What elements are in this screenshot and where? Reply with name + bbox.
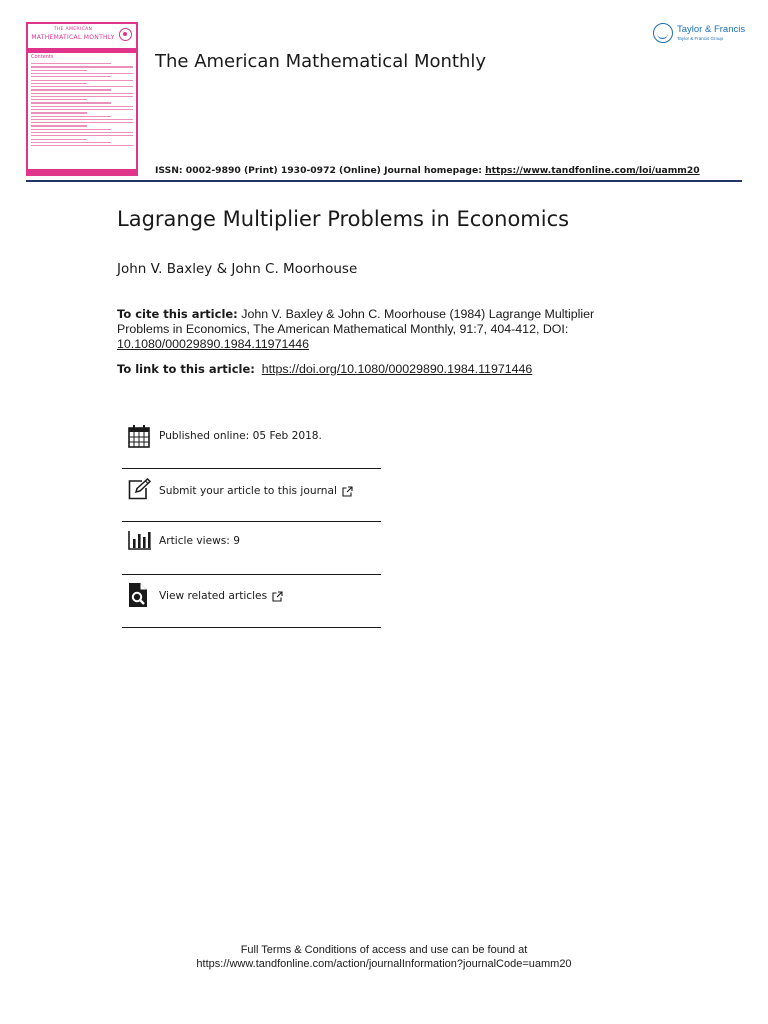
terms-link[interactable]: https://www.tandfonline.com/action/journalInformation?journalCode=uamm20 [196, 958, 572, 970]
external-link-icon [272, 591, 283, 602]
submit-article-text: Submit your article to this journal [159, 485, 337, 497]
terms-footer [0, 943, 768, 971]
article-link-row [117, 362, 532, 376]
cover-bottom-band [28, 169, 136, 174]
info-divider-4 [122, 627, 381, 628]
submit-article-label[interactable] [159, 485, 353, 497]
document-search-icon [128, 582, 148, 608]
related-articles-item[interactable] [122, 582, 381, 608]
cover-contents-heading: Contents [31, 54, 54, 60]
submit-article-item[interactable] [122, 478, 381, 504]
cover-emblem-icon [119, 28, 132, 41]
published-online-label: Published online: 05 Feb 2018. [159, 430, 322, 442]
cite-doi-link[interactable]: 10.1080/00029890.1984.11971446 [117, 337, 310, 351]
related-articles-label[interactable] [159, 590, 283, 602]
article-views-item [122, 530, 381, 552]
link-label: To link to this article: [117, 362, 255, 376]
article-title: Lagrange Multiplier Problems in Economics [117, 207, 570, 231]
article-authors: John V. Baxley & John C. Moorhouse [117, 261, 358, 277]
journal-homepage-link[interactable]: https://www.tandfonline.com/loi/uamm20 [485, 165, 700, 176]
terms-line-1: Full Terms & Conditions of access and use can be found at [240, 944, 528, 956]
cite-text: John V. Baxley & John C. Moorhouse (1984) Lagrange Multiplier Problems in Economics, The American Mathematical Monthly, 91:7, 404-412, DOI: [117, 307, 595, 336]
cover-line-2: MATHEMATICAL MONTHLY [31, 34, 115, 41]
journal-cover-thumbnail [26, 22, 138, 176]
edit-icon [128, 478, 152, 500]
related-articles-text: View related articles [159, 590, 268, 602]
publisher-logo [653, 21, 746, 47]
cite-label: To cite this article: [117, 307, 238, 321]
taylor-francis-icon [653, 23, 673, 43]
publisher-subtitle: Taylor & Francis Group [677, 36, 724, 41]
issn-line [155, 165, 700, 176]
journal-title: The American Mathematical Monthly [155, 51, 487, 72]
info-divider-3 [122, 574, 381, 575]
calendar-icon [128, 424, 150, 448]
info-divider-2 [122, 521, 381, 522]
published-online-item [122, 424, 381, 450]
cover-contents-lines [28, 63, 136, 146]
article-doi-link[interactable]: https://doi.org/10.1080/00029890.1984.11971446 [261, 362, 533, 376]
publisher-name: Taylor & Francis [677, 24, 746, 35]
citation-block [117, 307, 617, 352]
cover-line-1: THE AMERICAN [53, 27, 93, 32]
issn-text: ISSN: 0002-9890 (Print) 1930-0972 (Online) Journal homepage: [155, 165, 486, 176]
info-divider-1 [122, 468, 381, 469]
external-link-icon [342, 486, 353, 497]
header-divider [26, 180, 742, 182]
bar-chart-icon [128, 530, 152, 550]
article-views-label: Article views: 9 [159, 535, 240, 547]
